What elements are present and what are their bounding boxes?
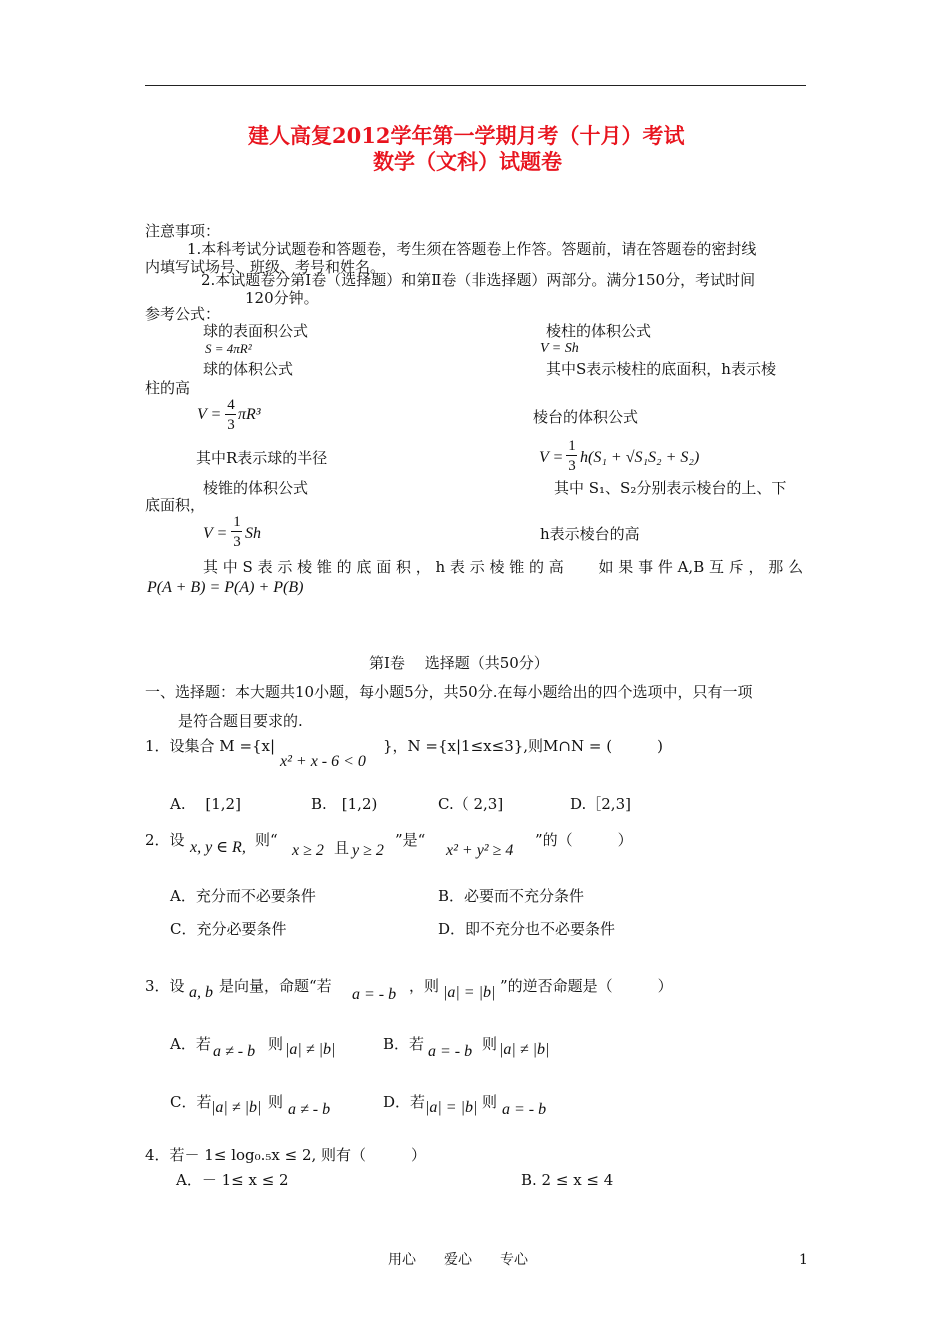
prism-label: 棱柱的体积公式 [546, 322, 652, 340]
q1-option-a: A. [1,2] [170, 795, 241, 813]
page-number: 1 [799, 1252, 808, 1268]
pyramid-label: 棱锥的体积公式 [203, 479, 309, 497]
sphere-note: 其中R表示球的半径 [196, 449, 328, 467]
q3-option-b-pre: B．若 [383, 1035, 425, 1053]
q2-stem-m3: y ≥ 2 [352, 842, 384, 859]
q3-stem-m1: a, b [189, 984, 213, 1001]
q3-stem-c: ，则 [409, 977, 440, 995]
note-2a: 2.本试题卷分第Ⅰ卷（选择题）和第Ⅱ卷（非选择题）两部分。满分150分，考试时间 [201, 271, 756, 289]
q2-stem-m2: x ≥ 2 [292, 842, 324, 859]
q3-option-b-m1: a = - b [428, 1043, 473, 1060]
q3-stem-b: 是向量，命题“若 [219, 977, 332, 995]
section-intro-a: 一、选择题：本大题共10小题，每小题5分，共50分.在每小题给出的四个选项中，只有一项 [145, 683, 753, 701]
sphere-vol-num: 4 [227, 397, 235, 413]
pyramid-num: 1 [233, 514, 241, 530]
exam-subtitle: 数学（文科）试题卷 [373, 149, 562, 174]
note-1b: 内填写试场号、班级、考号和姓名。 [145, 258, 386, 276]
q3-option-c-mid: 则 [268, 1093, 284, 1111]
sphere-vol-den: 3 [227, 417, 235, 433]
q2-stem-c: 且 [334, 839, 350, 857]
q3-option-d-pre: D．若 [383, 1093, 426, 1111]
q3-option-c-m1: |a| ≠ |b| [211, 1099, 262, 1116]
q2-stem-e: ”的（ ） [535, 831, 633, 849]
q3-option-d-m1: |a| = |b| [425, 1099, 478, 1116]
q1-option-c: C.（ 2,3] [438, 795, 504, 813]
header-rule [145, 85, 806, 86]
sphere-vol-label: 球的体积公式 [203, 360, 294, 378]
q2-stem-d: ”是“ [395, 831, 426, 849]
q3-option-a-m1: a ≠ - b [213, 1043, 256, 1060]
q3-option-b-m2: |a| ≠ |b| [499, 1041, 550, 1058]
q2-option-c: C．充分必要条件 [170, 920, 287, 938]
frustum-den: 3 [568, 458, 576, 474]
section-intro-b: 是符合题目要求的. [178, 712, 303, 730]
exam-title: 建人高复2012学年第一学期月考（十月）考试 [248, 123, 685, 148]
pyramid-fracbar [231, 531, 242, 532]
sphere-area-label: 球的表面积公式 [203, 322, 309, 340]
frustum-formula: h(S₁ + √S₁S₂ + S₂) [580, 449, 700, 466]
q3-option-a-pre: A．若 [170, 1035, 211, 1053]
q3-option-b-mid: 则 [482, 1035, 498, 1053]
q3-option-c-pre: C．若 [170, 1093, 212, 1111]
frustum-note-b: 底面积， [145, 496, 206, 514]
sphere-vol-lhs: V = [197, 406, 222, 423]
q3-option-c-m2: a ≠ - b [288, 1101, 331, 1118]
q3-option-d-mid: 则 [482, 1093, 498, 1111]
frustum-h-note: h表示棱台的高 [540, 525, 640, 543]
sphere-vol-formula: πR³ [238, 406, 261, 423]
q1-option-b: B. [1,2) [311, 795, 378, 813]
q2-stem-m1: x, y ∈ R, [190, 839, 246, 856]
pyramid-formula: Sh [245, 525, 261, 542]
q2-stem-b: 则“ [255, 831, 278, 849]
q3-option-a-m2: |a| ≠ |b| [285, 1041, 336, 1058]
q3-stem-m2: a = - b [352, 986, 397, 1003]
footer-motto: 用心 爱心 专心 [388, 1252, 528, 1268]
pyramid-note: 其 中 S 表 示 棱 锥 的 底 面 积 ， h 表 示 棱 锥 的 高 如 果 事 件 A,B 互 斥 ， 那 么 [203, 558, 804, 576]
q1-stem-b: }，N ={x|1≤x≤3},则M∩N = ( ) [383, 737, 663, 755]
formulas-header: 参考公式： [145, 305, 221, 323]
q3-stem-m3: |a| = |b| [443, 984, 496, 1001]
q2-stem-a: 2．设 [145, 831, 185, 849]
q2-option-b: B．必要而不充分条件 [438, 887, 585, 905]
frustum-num: 1 [568, 438, 576, 454]
note-2b: 120分钟。 [245, 289, 319, 307]
prism-note-a: 其中S表示棱柱的底面积，h表示棱 [546, 360, 776, 378]
sphere-area-formula: S = 4πR² [205, 341, 252, 356]
q4-option-a: A．－ 1≤ x ≤ 2 [176, 1171, 289, 1189]
pyramid-lhs: V = [203, 525, 228, 542]
q3-stem-a: 3．设 [145, 977, 185, 995]
pyramid-den: 3 [233, 534, 241, 550]
section-title: 第Ⅰ卷 选择题（共50分） [369, 654, 549, 672]
q2-option-d: D．即不充分也不必要条件 [438, 920, 616, 938]
q3-option-a-mid: 则 [268, 1035, 284, 1053]
probability-formula: P(A + B) = P(A) + P(B) [147, 579, 304, 596]
q2-option-a: A．充分而不必要条件 [170, 887, 316, 905]
q1-stem-a: 1．设集合 M ={x| [145, 737, 276, 755]
prism-note-b: 柱的高 [145, 379, 191, 397]
frustum-fracbar [566, 455, 577, 456]
q4-stem: 4．若－ 1≤ log₀.₅x ≤ 2, 则有（ ） [145, 1146, 427, 1164]
q1-stem-math: x² + x - 6 < 0 [280, 753, 366, 770]
q1-option-d: D.［2,3] [570, 795, 631, 813]
frustum-note-a: 其中 S₁、S₂分别表示棱台的上、下 [554, 479, 787, 497]
q3-stem-d: ”的逆否命题是（ ） [500, 977, 673, 995]
frustum-lhs: V = [539, 449, 564, 466]
notes-header: 注意事项： [145, 222, 221, 240]
q3-option-d-m2: a = - b [502, 1101, 547, 1118]
q2-stem-m4: x² + y² ≥ 4 [446, 842, 514, 859]
prism-formula: V = Sh [540, 341, 579, 356]
sphere-vol-fracbar [225, 414, 236, 415]
q4-option-b: B. 2 ≤ x ≤ 4 [521, 1171, 614, 1189]
frustum-label: 棱台的体积公式 [533, 408, 639, 426]
note-1a: 1.本科考试分试题卷和答题卷，考生须在答题卷上作答。答题前，请在答题卷的密封线 [187, 240, 757, 258]
